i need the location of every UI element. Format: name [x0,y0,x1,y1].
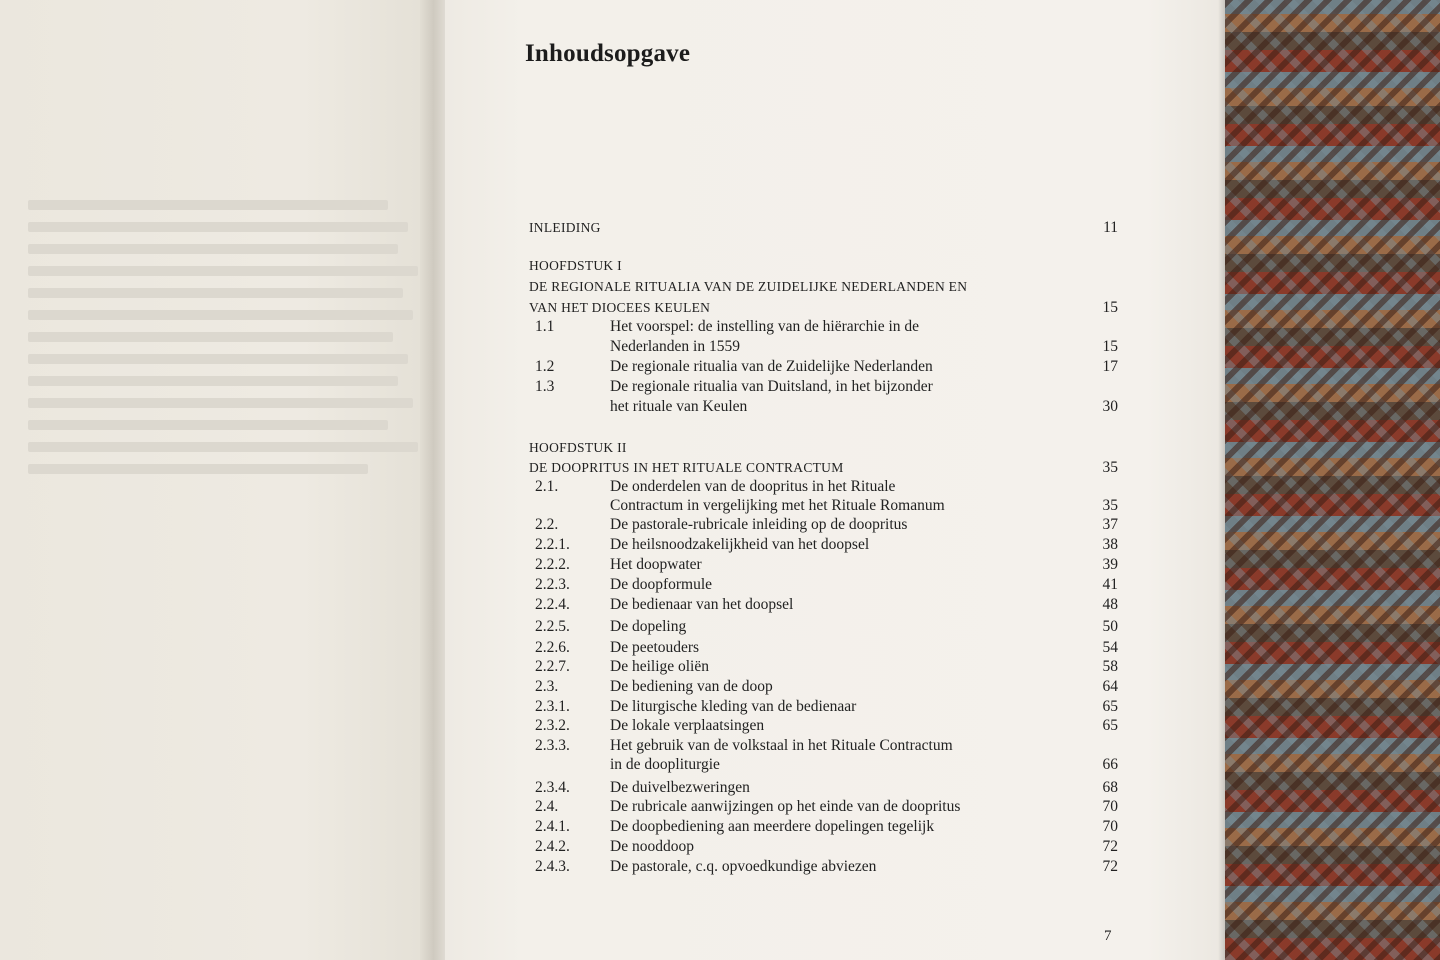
toc-entry-number: 1.2 [535,358,555,375]
toc-entry-page: 70 [1102,798,1118,815]
left-facing-page [0,0,430,960]
toc-entry-title: Het voorspel: de instelling van de hiërarchie in de [610,318,920,335]
toc-entry-number: 2.3.1. [535,698,570,715]
toc-entry-page: 41 [1102,576,1118,593]
toc-entry-page: 72 [1102,838,1118,855]
toc-entry-title: De nooddoop [610,838,694,855]
toc-entry-title: De dopeling [610,618,687,635]
toc-entry-number: 2.2.7. [535,658,570,675]
toc-entry-page: 15 [1102,338,1118,355]
toc-entry-number: 2.3.3. [535,737,570,754]
toc-page [445,0,1225,960]
toc-entry-title: Het doopwater [610,556,702,573]
toc-entry-number: 2.2.4. [535,596,570,613]
toc-entry-number: 2.2. [535,516,559,533]
toc-entry-page: 58 [1102,658,1118,675]
toc-entry-number: 2.3.4. [535,779,570,796]
toc-entry-title: De pastorale-rubricale inleiding op de doopritus [610,516,908,533]
toc-entry-title: De bediening van de doop [610,678,773,695]
toc-heading: HOOFDSTUK I [529,258,622,273]
toc-entry-title: De doopformule [610,576,713,593]
toc-entry-page: 30 [1102,398,1118,415]
toc-entry-number: 2.4.2. [535,838,570,855]
toc-entry-title: De peetouders [610,639,700,656]
toc-entry-page: 68 [1102,779,1118,796]
toc-entry-page: 70 [1102,818,1118,835]
toc-entry-title: De onderdelen van de doopritus in het Rituale [610,478,896,495]
toc-entry-number: 2.2.1. [535,536,570,553]
toc-entry-title: in de doopliturgie [610,756,720,773]
toc-entry-number: 2.3. [535,678,559,695]
toc-entry-number: 2.2.6. [535,639,570,656]
toc-entry-number: 2.3.2. [535,717,570,734]
toc-entry-page: 35 [1102,497,1118,514]
toc-entry-page: 72 [1102,858,1118,875]
toc-entry-number: 2.4.3. [535,858,570,875]
toc-entry-title: De doopbediening aan meerdere dopelingen tegelijk [610,818,935,835]
toc-entry-number: 2.4.1. [535,818,570,835]
toc-entry-title: De heilsnoodzakelijkheid van het doopsel [610,536,870,553]
toc-entry-page: 66 [1102,756,1118,773]
toc-entry-title: De bedienaar van het doopsel [610,596,794,613]
toc-entry-title: De regionale ritualia van Duitsland, in het bijzonder [610,378,933,395]
left-page-bleed-lines [28,200,428,486]
toc-entry-page: 37 [1102,516,1118,533]
toc-entry-number: 2.2.5. [535,618,570,635]
toc-entry-number: 2.2.2. [535,556,570,573]
toc-heading: HOOFDSTUK II [529,440,627,455]
toc-entry-number: 1.1 [535,318,555,335]
toc-entry-title: De liturgische kleding van de bedienaar [610,698,857,715]
toc-entry-title: De regionale ritualia van de Zuidelijke Nederlanden [610,358,933,375]
page-title: Inhoudsopgave [525,40,691,67]
toc-entry-title: De duivelbezweringen [610,779,750,796]
toc-heading: VAN HET DIOCEES KEULEN [529,300,711,315]
table-of-contents [445,0,1225,960]
toc-entry-title: Contractum in vergelijking met het Rituale Romanum [610,497,945,514]
toc-entry-title: De lokale verplaatsingen [610,717,765,734]
toc-entry-page: 65 [1102,698,1118,715]
toc-heading: INLEIDING [529,220,601,235]
toc-entry-page: 48 [1102,596,1118,613]
toc-entry-number: 2.4. [535,798,559,815]
toc-entry-page: 54 [1102,639,1118,656]
toc-entry-title: Nederlanden in 1559 [610,338,740,355]
toc-entry-page: 39 [1102,556,1118,573]
toc-entry-page: 64 [1102,678,1118,695]
toc-entry-page: 17 [1102,358,1118,375]
toc-entry-title: De heilige oliën [610,658,709,675]
toc-heading: DE DOOPRITUS IN HET RITUALE CONTRACTUM [529,460,844,475]
toc-entry-number: 2.2.3. [535,576,570,593]
toc-entry-title: het rituale van Keulen [610,398,748,415]
toc-entry-page: 65 [1102,717,1118,734]
toc-heading: DE REGIONALE RITUALIA VAN DE ZUIDELIJKE NEDERLANDEN EN [529,279,968,294]
toc-entry-number: 2.1. [535,478,559,495]
tapestry-background [1225,0,1440,960]
toc-entry-title: Het gebruik van de volkstaal in het Rituale Contractum [610,737,953,754]
toc-entry-page: 15 [1102,299,1118,316]
toc-entry-title: De rubricale aanwijzingen op het einde van de doopritus [610,798,961,815]
toc-entry-page: 35 [1102,459,1118,476]
toc-entry-page: 38 [1102,536,1118,553]
toc-entry-page: 50 [1102,618,1118,635]
toc-entry-number: 1.3 [535,378,555,395]
page-number: 7 [1104,928,1112,944]
toc-entry-title: De pastorale, c.q. opvoedkundige abviezen [610,858,877,875]
toc-entry-page: 11 [1103,219,1118,236]
